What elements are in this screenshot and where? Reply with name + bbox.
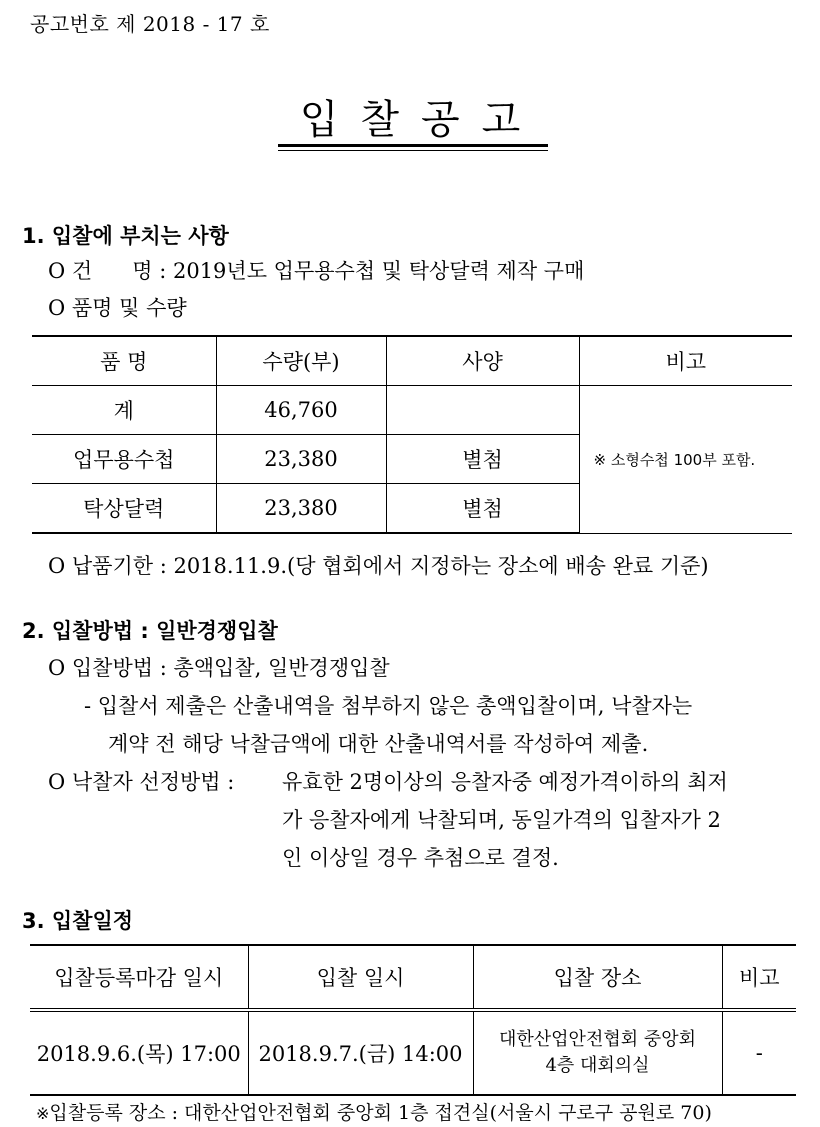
- selection-line-2: 가 응찰자에게 낙찰되며, 동일가격의 입찰자가 2: [282, 808, 721, 832]
- title-underline-thin: [278, 150, 548, 151]
- selection-line-1: 유효한 2명이상의 응찰자중 예정가격이하의 최저: [282, 770, 728, 794]
- header-place: 입찰 장소: [473, 945, 722, 1010]
- bid-method: O 입찰방법 : 총액입찰, 일반경쟁입찰: [48, 656, 390, 680]
- selection-label: O 낙찰자 선정방법 :: [48, 770, 235, 794]
- header-bid-time: 입찰 일시: [248, 945, 473, 1010]
- method-detail-1: - 입찰서 제출은 산출내역을 첨부하지 않은 총액입찰이며, 낙찰자는: [84, 694, 693, 718]
- section2-heading: 2. 입찰방법 : 일반경쟁입찰: [22, 619, 278, 643]
- schedule-table-header: [30, 945, 796, 1010]
- section1-heading: 1. 입찰에 부치는 사항: [22, 224, 229, 248]
- header-deadline: 입찰등록마감 일시: [30, 945, 248, 1010]
- schedule-table: [30, 944, 796, 1096]
- header-qty: 수량(부): [216, 336, 386, 386]
- header-name: 품 명: [32, 336, 216, 386]
- project-value: 2019년도 업무용수첩 및 탁상달력 제작 구매: [172, 259, 585, 283]
- registration-place-note: [36, 1098, 712, 1125]
- table-row: [30, 1010, 796, 1095]
- reference-mark: ※: [36, 1104, 50, 1123]
- delivery-deadline: O 납품기한 : 2018.11.9.(당 협회에서 지정하는 장소에 배송 완료 기준): [48, 554, 709, 578]
- row-spec: 별첨: [386, 435, 579, 484]
- header-spec: 사양: [386, 336, 579, 386]
- selection-line-3: 인 이상일 경우 추첨으로 결정.: [282, 846, 559, 870]
- row-name: 탁상달력: [32, 484, 216, 534]
- schedule-remark: -: [722, 1010, 796, 1095]
- row-qty: 23,380: [216, 435, 386, 484]
- row-qty: 23,380: [216, 484, 386, 534]
- bid-place-line-2: 4층 대회의실: [545, 1055, 650, 1076]
- items-label: O 품명 및 수량: [48, 296, 187, 320]
- section3-heading: 3. 입찰일정: [22, 909, 134, 933]
- row-name: 업무용수첩: [32, 435, 216, 484]
- document-title: 입찰공고: [299, 97, 543, 143]
- header-remark: 비고: [579, 336, 792, 386]
- notice-number: 공고번호 제 2018 - 17 호: [30, 12, 270, 36]
- bid-place: [473, 1010, 722, 1095]
- title-underline-thick: [278, 144, 548, 147]
- row-qty: 46,760: [216, 386, 386, 435]
- items-table: [32, 335, 792, 534]
- registration-deadline: 2018.9.6.(목) 17:00: [30, 1010, 248, 1095]
- row-spec: [386, 386, 579, 435]
- table-row: [32, 386, 792, 435]
- items-table-header: [32, 336, 792, 386]
- bid-place-line-1: 대한산업안전협회 중앙회: [499, 1029, 696, 1050]
- registration-place-text: 입찰등록 장소 : 대한산업안전협회 중앙회 1층 접견실(서울시 구로구 공원로 70): [49, 1102, 712, 1124]
- method-detail-2: 계약 전 해당 낙찰금액에 대한 산출내역서를 작성하여 제출.: [108, 732, 649, 756]
- row-spec: 별첨: [386, 484, 579, 534]
- project-label: O 건 명 :: [48, 259, 167, 283]
- row-name: 계: [32, 386, 216, 435]
- remark-note: ※ 소형수첩 100부 포함.: [579, 386, 792, 534]
- header-remark: 비고: [722, 945, 796, 1010]
- bid-time: 2018.9.7.(금) 14:00: [248, 1010, 473, 1095]
- project-line: [48, 255, 584, 285]
